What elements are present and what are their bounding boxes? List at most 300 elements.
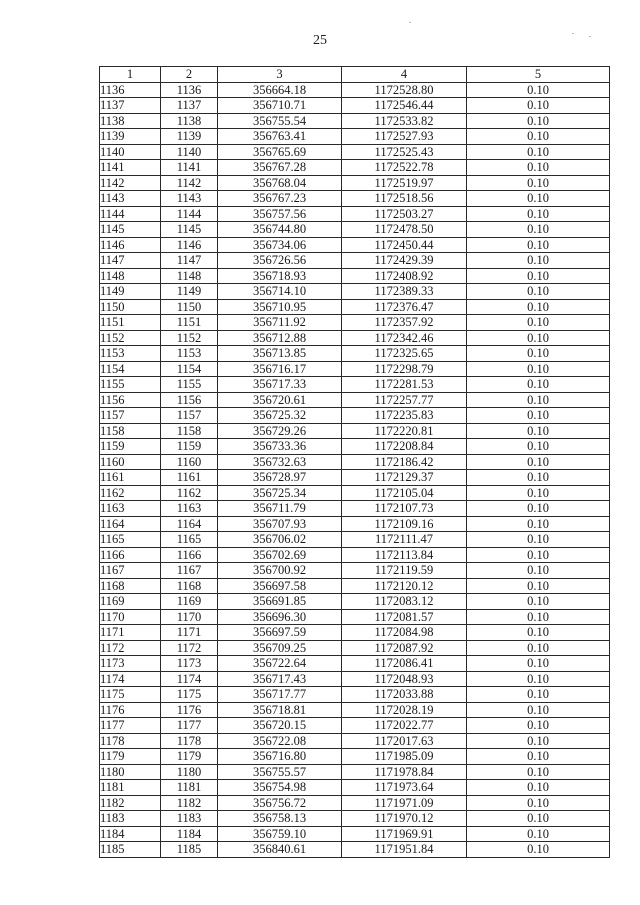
table-cell: 356767.28 (218, 160, 342, 176)
table-cell: 1137 (161, 98, 218, 114)
table-cell: 1159 (100, 439, 161, 455)
table-body (100, 82, 610, 857)
table-cell: 1162 (161, 485, 218, 501)
table-cell: 1142 (161, 175, 218, 191)
table-row (100, 191, 610, 207)
table-cell: 1172478.50 (342, 222, 467, 238)
table-cell: 1140 (161, 144, 218, 160)
table-cell: 356697.59 (218, 625, 342, 641)
table-cell: 1165 (100, 532, 161, 548)
table-cell: 356716.80 (218, 749, 342, 765)
table-cell: 1172389.33 (342, 284, 467, 300)
table-cell: 1148 (100, 268, 161, 284)
table-cell: 356768.04 (218, 175, 342, 191)
table-cell: 1178 (100, 733, 161, 749)
table-row (100, 377, 610, 393)
table-cell: 1172017.63 (342, 733, 467, 749)
table-cell: 1175 (100, 687, 161, 703)
table-cell: 1182 (161, 795, 218, 811)
table-cell: 1160 (100, 454, 161, 470)
table-row (100, 718, 610, 734)
table-cell: 0.10 (467, 563, 610, 579)
table-cell: 1150 (161, 299, 218, 315)
table-cell: 1147 (100, 253, 161, 269)
table-cell: 0.10 (467, 718, 610, 734)
table-cell: 356758.13 (218, 811, 342, 827)
table-header-row (100, 67, 610, 83)
table-cell: 0.10 (467, 842, 610, 858)
table-cell: 1172109.16 (342, 516, 467, 532)
table-cell: 1176 (100, 702, 161, 718)
table-cell: 1149 (161, 284, 218, 300)
table-cell: 356840.61 (218, 842, 342, 858)
table-cell: 1172376.47 (342, 299, 467, 315)
column-header: 2 (161, 67, 218, 83)
table-cell: 1185 (161, 842, 218, 858)
table-cell: 1171969.91 (342, 826, 467, 842)
table-row (100, 656, 610, 672)
table-cell: 0.10 (467, 501, 610, 517)
table-cell: 0.10 (467, 687, 610, 703)
table-cell: 1139 (161, 129, 218, 145)
table-cell: 1137 (100, 98, 161, 114)
table-cell: 1146 (161, 237, 218, 253)
table-row (100, 625, 610, 641)
table-cell: 1153 (161, 346, 218, 362)
table-cell: 356722.08 (218, 733, 342, 749)
table-row (100, 284, 610, 300)
table-cell: 1172105.04 (342, 485, 467, 501)
table-row (100, 532, 610, 548)
table-cell: 1151 (161, 315, 218, 331)
table-cell: 356763.41 (218, 129, 342, 145)
table-cell: 1165 (161, 532, 218, 548)
table-cell: 1152 (161, 330, 218, 346)
table-cell: 0.10 (467, 826, 610, 842)
table-row (100, 749, 610, 765)
table-cell: 356725.32 (218, 408, 342, 424)
table-cell: 1172022.77 (342, 718, 467, 734)
table-row (100, 439, 610, 455)
table-cell: 1172235.83 (342, 408, 467, 424)
table-row (100, 842, 610, 858)
table-cell: 1174 (161, 671, 218, 687)
table-cell: 356744.80 (218, 222, 342, 238)
table-row (100, 268, 610, 284)
table-cell: 1150 (100, 299, 161, 315)
table-cell: 356718.81 (218, 702, 342, 718)
table-cell: 1169 (161, 594, 218, 610)
table-cell: 1166 (161, 547, 218, 563)
table-cell: 1172084.98 (342, 625, 467, 641)
table-cell: 0.10 (467, 206, 610, 222)
table-cell: 1184 (100, 826, 161, 842)
table-cell: 1172107.73 (342, 501, 467, 517)
table-cell: 0.10 (467, 361, 610, 377)
table-row (100, 547, 610, 563)
table-cell: 1178 (161, 733, 218, 749)
table-row (100, 671, 610, 687)
table-row (100, 237, 610, 253)
column-header: 3 (218, 67, 342, 83)
table-cell: 1172028.19 (342, 702, 467, 718)
table-cell: 1172533.82 (342, 113, 467, 129)
table-cell: 1171985.09 (342, 749, 467, 765)
table-cell: 1160 (161, 454, 218, 470)
table-cell: 1172111.47 (342, 532, 467, 548)
table-cell: 1162 (100, 485, 161, 501)
table-cell: 0.10 (467, 702, 610, 718)
table-cell: 356717.33 (218, 377, 342, 393)
table-cell: 1143 (161, 191, 218, 207)
table-row (100, 594, 610, 610)
table-cell: 1172113.84 (342, 547, 467, 563)
table-row (100, 795, 610, 811)
table-cell: 1141 (100, 160, 161, 176)
table-cell: 1174 (100, 671, 161, 687)
table-cell: 356711.79 (218, 501, 342, 517)
table-cell: 1172528.80 (342, 82, 467, 98)
table-row (100, 640, 610, 656)
table-cell: 0.10 (467, 625, 610, 641)
table-cell: 356713.85 (218, 346, 342, 362)
table-cell: 356722.64 (218, 656, 342, 672)
table-cell: 1172033.88 (342, 687, 467, 703)
table-row (100, 361, 610, 377)
table-cell: 1179 (100, 749, 161, 765)
table-cell: 1144 (161, 206, 218, 222)
table-cell: 356729.26 (218, 423, 342, 439)
table-cell: 1172 (100, 640, 161, 656)
table-cell: 1173 (161, 656, 218, 672)
table-cell: 1153 (100, 346, 161, 362)
table-cell: 1161 (161, 470, 218, 486)
table-cell: 0.10 (467, 516, 610, 532)
table-cell: 356717.77 (218, 687, 342, 703)
table-cell: 0.10 (467, 129, 610, 145)
table-cell: 0.10 (467, 578, 610, 594)
table-cell: 0.10 (467, 795, 610, 811)
table-cell: 356710.71 (218, 98, 342, 114)
table-cell: 356696.30 (218, 609, 342, 625)
table-cell: 356765.69 (218, 144, 342, 160)
scan-artifact (572, 33, 574, 34)
table-cell: 1183 (100, 811, 161, 827)
table-cell: 356733.36 (218, 439, 342, 455)
table-cell: 1155 (100, 377, 161, 393)
table-cell: 1172281.53 (342, 377, 467, 393)
table-row (100, 82, 610, 98)
table-cell: 0.10 (467, 330, 610, 346)
table-row (100, 764, 610, 780)
table-cell: 1172408.92 (342, 268, 467, 284)
table-row (100, 408, 610, 424)
table-row (100, 253, 610, 269)
table-cell: 1142 (100, 175, 161, 191)
table-cell: 356711.92 (218, 315, 342, 331)
table-cell: 1141 (161, 160, 218, 176)
table-cell: 0.10 (467, 780, 610, 796)
table-cell: 1154 (161, 361, 218, 377)
table-cell: 1184 (161, 826, 218, 842)
table-cell: 1172450.44 (342, 237, 467, 253)
table-cell: 0.10 (467, 609, 610, 625)
table-row (100, 129, 610, 145)
table-cell: 356726.56 (218, 253, 342, 269)
table-row (100, 563, 610, 579)
table-row (100, 160, 610, 176)
table-cell: 1172083.12 (342, 594, 467, 610)
table-cell: 1171971.09 (342, 795, 467, 811)
table-cell: 356720.61 (218, 392, 342, 408)
table-cell: 1177 (100, 718, 161, 734)
table-cell: 356716.17 (218, 361, 342, 377)
table-cell: 0.10 (467, 113, 610, 129)
table-cell: 1158 (100, 423, 161, 439)
table-cell: 356691.85 (218, 594, 342, 610)
table-cell: 1145 (161, 222, 218, 238)
table-row (100, 175, 610, 191)
table-cell: 0.10 (467, 253, 610, 269)
column-header: 1 (100, 67, 161, 83)
table-cell: 1151 (100, 315, 161, 331)
table-cell: 0.10 (467, 594, 610, 610)
table-cell: 1172257.77 (342, 392, 467, 408)
table-cell: 0.10 (467, 764, 610, 780)
table-cell: 1172048.93 (342, 671, 467, 687)
table-cell: 1172208.84 (342, 439, 467, 455)
table-cell: 1172087.92 (342, 640, 467, 656)
table-cell: 1179 (161, 749, 218, 765)
table-cell: 1157 (161, 408, 218, 424)
table-cell: 1138 (161, 113, 218, 129)
table-cell: 1172518.56 (342, 191, 467, 207)
table-cell: 1172525.43 (342, 144, 467, 160)
table-cell: 1172527.93 (342, 129, 467, 145)
table-cell: 1173 (100, 656, 161, 672)
table-cell: 356720.15 (218, 718, 342, 734)
table-cell: 1167 (100, 563, 161, 579)
table-cell: 0.10 (467, 191, 610, 207)
table-row (100, 144, 610, 160)
table-cell: 356732.63 (218, 454, 342, 470)
table-cell: 1157 (100, 408, 161, 424)
table-cell: 0.10 (467, 454, 610, 470)
table-cell: 1172220.81 (342, 423, 467, 439)
table-row (100, 501, 610, 517)
table-row (100, 206, 610, 222)
table-row (100, 330, 610, 346)
table-cell: 0.10 (467, 656, 610, 672)
table-cell: 0.10 (467, 144, 610, 160)
table-cell: 356734.06 (218, 237, 342, 253)
page-number: 25 (313, 33, 327, 48)
column-header: 5 (467, 67, 610, 83)
table-cell: 1136 (161, 82, 218, 98)
table-cell: 0.10 (467, 547, 610, 563)
table-cell: 1182 (100, 795, 161, 811)
table-cell: 0.10 (467, 237, 610, 253)
table-cell: 1172429.39 (342, 253, 467, 269)
table-cell: 1164 (161, 516, 218, 532)
table-cell: 356728.97 (218, 470, 342, 486)
table-cell: 356725.34 (218, 485, 342, 501)
table-cell: 1171973.64 (342, 780, 467, 796)
table-cell: 1139 (100, 129, 161, 145)
table-cell: 1180 (161, 764, 218, 780)
table-cell: 1148 (161, 268, 218, 284)
table-cell: 1172325.65 (342, 346, 467, 362)
table-cell: 0.10 (467, 671, 610, 687)
table-row (100, 423, 610, 439)
table-cell: 1172119.59 (342, 563, 467, 579)
table-cell: 1168 (100, 578, 161, 594)
table-cell: 356718.93 (218, 268, 342, 284)
table-row (100, 98, 610, 114)
table-cell: 1158 (161, 423, 218, 439)
table-cell: 1138 (100, 113, 161, 129)
table-row (100, 299, 610, 315)
table-cell: 1167 (161, 563, 218, 579)
table-cell: 1169 (100, 594, 161, 610)
table-cell: 356709.25 (218, 640, 342, 656)
table-cell: 0.10 (467, 268, 610, 284)
table-cell: 0.10 (467, 470, 610, 486)
table-cell: 1161 (100, 470, 161, 486)
table-cell: 0.10 (467, 423, 610, 439)
table-cell: 356700.92 (218, 563, 342, 579)
table-cell: 0.10 (467, 98, 610, 114)
table-cell: 0.10 (467, 749, 610, 765)
table-cell: 1172519.97 (342, 175, 467, 191)
table-cell: 1166 (100, 547, 161, 563)
table-cell: 0.10 (467, 299, 610, 315)
table-cell: 0.10 (467, 160, 610, 176)
table-cell: 1168 (161, 578, 218, 594)
table-row (100, 454, 610, 470)
table-row (100, 346, 610, 362)
table-cell: 1170 (100, 609, 161, 625)
table-cell: 1147 (161, 253, 218, 269)
table-cell: 0.10 (467, 733, 610, 749)
coordinates-table (99, 66, 610, 858)
table-cell: 1180 (100, 764, 161, 780)
scan-artifact (589, 36, 591, 37)
table-cell: 0.10 (467, 346, 610, 362)
table-row (100, 687, 610, 703)
table-cell: 1181 (100, 780, 161, 796)
column-header: 4 (342, 67, 467, 83)
table-cell: 356706.02 (218, 532, 342, 548)
table-cell: 0.10 (467, 408, 610, 424)
table-cell: 1177 (161, 718, 218, 734)
table-cell: 1171978.84 (342, 764, 467, 780)
table-cell: 1171 (161, 625, 218, 641)
table-cell: 1171 (100, 625, 161, 641)
table-cell: 356710.95 (218, 299, 342, 315)
table-cell: 356767.23 (218, 191, 342, 207)
table-cell: 0.10 (467, 82, 610, 98)
table-cell: 1140 (100, 144, 161, 160)
table-cell: 1175 (161, 687, 218, 703)
table-cell: 0.10 (467, 222, 610, 238)
table-row (100, 609, 610, 625)
table-row (100, 485, 610, 501)
table-cell: 0.10 (467, 315, 610, 331)
table-cell: 356697.58 (218, 578, 342, 594)
table-cell: 1155 (161, 377, 218, 393)
table-cell: 356756.72 (218, 795, 342, 811)
table-cell: 356714.10 (218, 284, 342, 300)
table-cell: 1156 (161, 392, 218, 408)
table-cell: 0.10 (467, 392, 610, 408)
table-cell: 0.10 (467, 284, 610, 300)
table-row (100, 780, 610, 796)
table-cell: 1172186.42 (342, 454, 467, 470)
table-cell: 1172120.12 (342, 578, 467, 594)
table-cell: 356757.56 (218, 206, 342, 222)
table-cell: 1172357.92 (342, 315, 467, 331)
table-cell: 1171951.84 (342, 842, 467, 858)
table-cell: 356702.69 (218, 547, 342, 563)
table-cell: 1172342.46 (342, 330, 467, 346)
table-cell: 0.10 (467, 439, 610, 455)
table-cell: 1171970.12 (342, 811, 467, 827)
table-cell: 1172086.41 (342, 656, 467, 672)
table-cell: 356664.18 (218, 82, 342, 98)
table-cell: 1181 (161, 780, 218, 796)
table-cell: 0.10 (467, 532, 610, 548)
table-cell: 1149 (100, 284, 161, 300)
table-cell: 1183 (161, 811, 218, 827)
table-row (100, 392, 610, 408)
table-row (100, 315, 610, 331)
table-cell: 1172081.57 (342, 609, 467, 625)
table-cell: 1172546.44 (342, 98, 467, 114)
table-row (100, 470, 610, 486)
table-cell: 1163 (100, 501, 161, 517)
table-cell: 1172298.79 (342, 361, 467, 377)
table-cell: 356717.43 (218, 671, 342, 687)
table-row (100, 222, 610, 238)
table-cell: 1172503.27 (342, 206, 467, 222)
table-cell: 1145 (100, 222, 161, 238)
table-cell: 356755.54 (218, 113, 342, 129)
table-cell: 356755.57 (218, 764, 342, 780)
table-row (100, 702, 610, 718)
table-cell: 1163 (161, 501, 218, 517)
table-cell: 1136 (100, 82, 161, 98)
table-row (100, 516, 610, 532)
table-cell: 1164 (100, 516, 161, 532)
table-cell: 1176 (161, 702, 218, 718)
table-cell: 1152 (100, 330, 161, 346)
table-row (100, 733, 610, 749)
table-cell: 1159 (161, 439, 218, 455)
table-cell: 0.10 (467, 377, 610, 393)
table-row (100, 578, 610, 594)
table-cell: 0.10 (467, 811, 610, 827)
table-cell: 356759.10 (218, 826, 342, 842)
table-cell: 1185 (100, 842, 161, 858)
table-cell: 356707.93 (218, 516, 342, 532)
table-cell: 1172522.78 (342, 160, 467, 176)
table-cell: 1170 (161, 609, 218, 625)
table-cell: 356712.88 (218, 330, 342, 346)
table-cell: 0.10 (467, 175, 610, 191)
table-cell: 1172129.37 (342, 470, 467, 486)
table-cell: 1143 (100, 191, 161, 207)
